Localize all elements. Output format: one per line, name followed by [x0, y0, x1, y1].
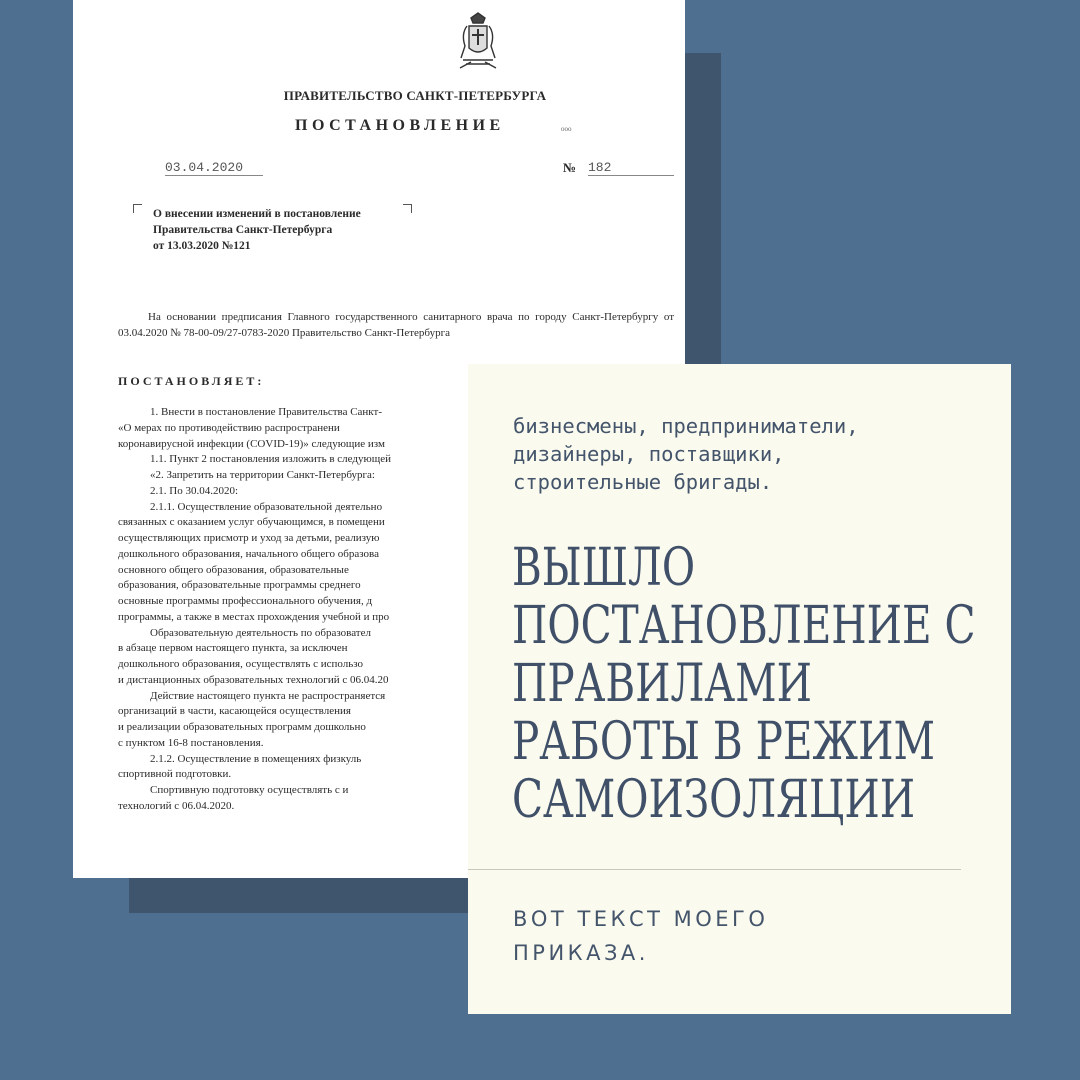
document-body-line: основного общего образования, образовательные — [118, 563, 349, 576]
document-body-line: дошкольного образования, начального общего образова — [118, 547, 379, 560]
document-body-line: 1.1. Пункт 2 постановления изложить в следующей — [150, 453, 391, 466]
document-government-heading: ПРАВИТЕЛЬСТВО САНКТ-ПЕТЕРБУРГА — [283, 88, 547, 103]
document-body-line: 2.1.2. Осуществление в помещениях физкуль — [150, 752, 362, 765]
announcement-title-line: САМОИЗОЛЯЦИИ — [512, 770, 916, 830]
document-kind-heading: ПОСТАНОВЛЕНИЕ — [295, 117, 505, 134]
document-body-line: в абзаце первом настоящего пункта, за исключен — [118, 642, 348, 655]
document-date: 03.04.2020 — [165, 160, 263, 176]
announcement-title-line: ПРАВИЛАМИ — [512, 654, 813, 714]
document-body-line: Спортивную подготовку осуществлять с и — [150, 784, 349, 796]
document-body-line: основные программы профессионального обучения, д — [118, 595, 373, 607]
document-body-line: дошкольного образования, осуществлять с использо — [118, 658, 364, 670]
document-body-line: осуществляющих присмотр и уход за детьми, реализую — [118, 532, 380, 544]
coat-of-arms-icon — [457, 12, 499, 70]
document-body-line: технологий с 06.04.2020. — [118, 799, 235, 812]
document-body-line: программы, а также в местах прохождения учебной и про — [118, 610, 390, 623]
document-body-line: коронавирусной инфекции (COVID-19)» следующие изм — [118, 437, 385, 450]
announcement-title-line: ВЫШЛО — [512, 538, 696, 598]
announcement-title-line: ПОСТАНОВЛЕНИЕ С — [512, 596, 976, 656]
document-subject — [153, 206, 423, 254]
audience-tags — [513, 412, 983, 496]
document-body-line: и дистанционных образовательных технологий с 06.04.20 — [118, 673, 389, 686]
document-body-line: Действие настоящего пункта не распространяется — [150, 689, 386, 702]
document-body-line: организаций в части, касающейся осуществления — [118, 705, 351, 718]
announcement-footer-line: ВОТ ТЕКСТ МОЕГО — [513, 907, 769, 931]
document-number-sign: № — [563, 160, 577, 175]
announcement-title — [512, 538, 976, 830]
subject-bracket-left — [133, 204, 142, 213]
audience-tag-line: строительные бригады. — [513, 470, 773, 494]
document-body-line: с пунктом 16-8 постановления. — [118, 736, 264, 749]
document-kind-suffix: ооо — [561, 125, 572, 133]
document-body-line: Образовательную деятельность по образовател — [150, 626, 371, 639]
document-body-line: и реализации образовательных программ дошкольно — [118, 721, 366, 733]
document-basis-paragraph: На основании предписания Главного государственного санитарного врача по городу Санкт-Петербургу от 03.04.2020 № 78-00-09/27-0783-2020 Правительство Санкт-Петербурга — [118, 311, 674, 339]
announcement-card — [468, 364, 1011, 1014]
document-body-line: 2.1.1. Осуществление образовательной деятельно — [150, 500, 383, 513]
announcement-title-line: РАБОТЫ В РЕЖИМ — [512, 712, 935, 772]
document-body-line: спортивной подготовки. — [118, 768, 232, 781]
document-body-line: образования, образовательные программы среднего — [118, 579, 361, 592]
document-body-line: «О мерах по противодействию распространени — [118, 421, 340, 434]
document-subject-line: О внесении изменений в постановление — [153, 208, 361, 220]
audience-tag-line: бизнесмены, предприниматели, — [513, 414, 859, 438]
announcement-footer-line: ПРИКАЗА. — [513, 941, 649, 965]
document-body-line: связанных с оказанием услуг обучающимся, в помещени — [118, 516, 385, 529]
card-divider — [468, 869, 961, 870]
document-body-line: «2. Запретить на территории Санкт-Петербурга: — [150, 469, 375, 481]
document-decree-heading: ПОСТАНОВЛЯЕТ: — [118, 374, 265, 388]
document-subject-line: Правительства Санкт-Петербурга — [153, 224, 333, 236]
document-number: 182 — [588, 160, 674, 176]
document-subject-line: от 13.03.2020 №121 — [153, 240, 251, 252]
announcement-footer — [513, 902, 963, 970]
document-body-line: 2.1. По 30.04.2020: — [150, 484, 238, 497]
audience-tag-line: дизайнеры, поставщики, — [513, 442, 785, 466]
document-body-line: 1. Внести в постановление Правительства Санкт- — [150, 406, 382, 418]
